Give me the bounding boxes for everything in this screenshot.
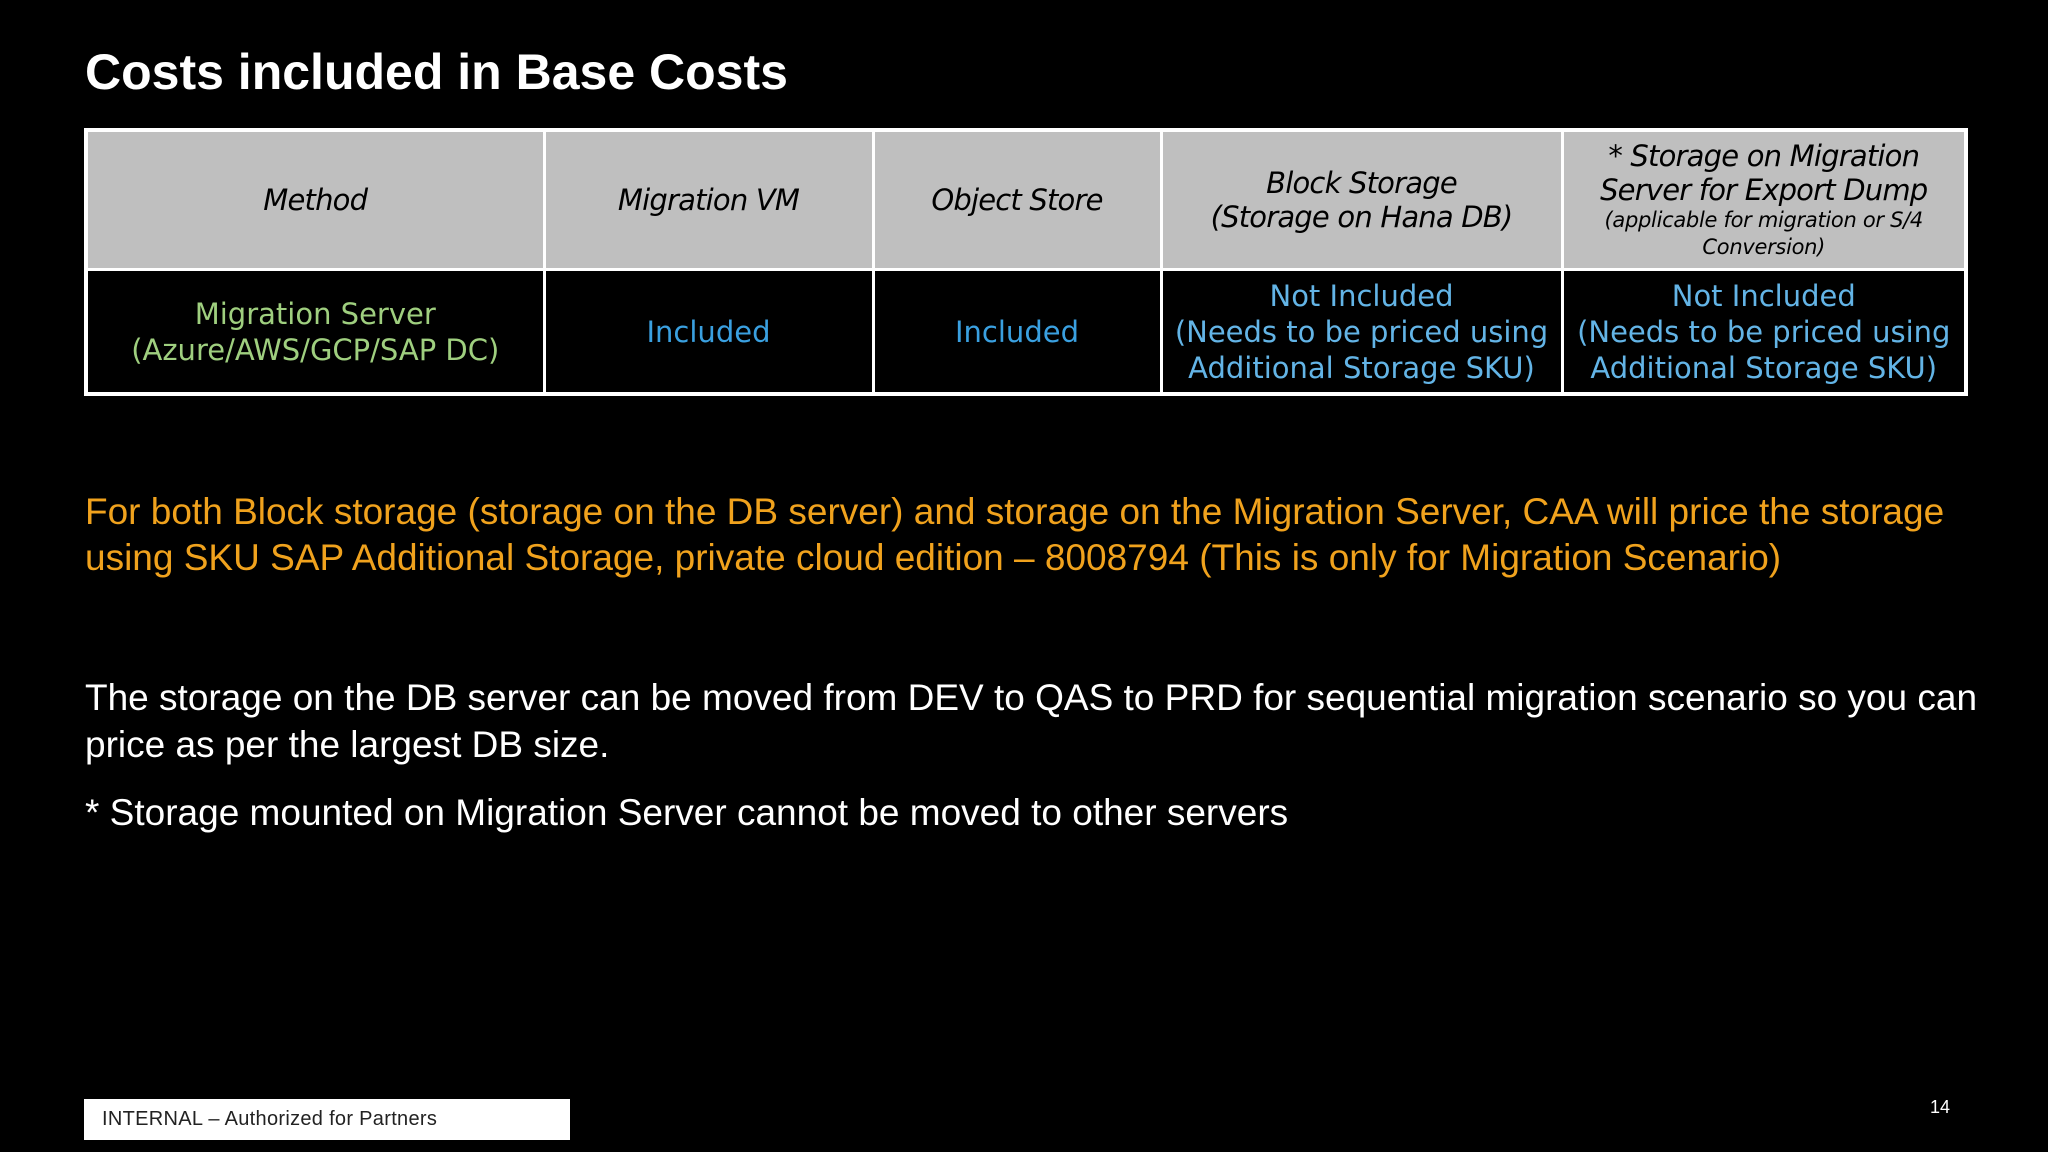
header-export-storage-note-line1: (applicable for migration or S/4: [1604, 208, 1923, 232]
header-method-label: Method: [263, 183, 368, 217]
cell-object-store: [873, 270, 1161, 395]
table-header-row: [86, 130, 1966, 270]
base-costs-table: [84, 128, 1968, 396]
pricing-note: For both Block storage (storage on the DB server) and storage on the Migration Server, CAA will price the storage using SKU SAP Additional Storage, private cloud edition – 8008794 (This is only for Migration Scenario): [85, 491, 1945, 578]
cell-method-line1: Migration Server: [194, 296, 436, 331]
cell-export-storage-line1: Not Included: [1671, 278, 1856, 313]
header-block-storage: [1161, 130, 1562, 270]
cell-method-line2: (Azure/AWS/GCP/SAP DC): [131, 332, 500, 367]
classification-label: INTERNAL – Authorized for Partners: [84, 1099, 570, 1140]
slide-title: Costs included in Base Costs: [85, 44, 788, 100]
cell-method: [86, 270, 544, 395]
header-export-storage-note-line2: Conversion): [1702, 235, 1826, 259]
cell-migration-vm-value: Included: [646, 314, 771, 349]
header-export-storage-line1: * Storage on Migration: [1608, 139, 1920, 173]
header-object-store-label: Object Store: [931, 183, 1103, 217]
cell-export-storage: [1562, 270, 1966, 395]
cell-export-storage-line2: (Needs to be priced using: [1577, 314, 1951, 349]
page-number: 14: [1930, 1097, 1951, 1117]
table-row: [86, 270, 1966, 395]
cell-block-storage-line2: (Needs to be priced using: [1174, 314, 1549, 349]
cell-block-storage: [1161, 270, 1562, 395]
header-export-storage-line2: Server for Export Dump: [1600, 173, 1928, 207]
header-method: [86, 130, 544, 270]
header-migration-vm-label: Migration VM: [617, 183, 800, 217]
cell-object-store-value: Included: [955, 314, 1079, 349]
header-block-storage-line1: Block Storage: [1266, 166, 1457, 200]
header-object-store: [873, 130, 1161, 270]
cell-block-storage-line3: Additional Storage SKU): [1188, 350, 1535, 385]
db-storage-note: The storage on the DB server can be moved from DEV to QAS to PRD for sequential migration scenario so you can price as per the largest DB size.: [85, 677, 1978, 765]
cell-migration-vm: [544, 270, 873, 395]
cell-block-storage-line1: Not Included: [1269, 278, 1454, 313]
cell-export-storage-line3: Additional Storage SKU): [1590, 350, 1938, 385]
header-export-storage: [1562, 130, 1966, 270]
header-block-storage-line2: (Storage on Hana DB): [1210, 200, 1513, 234]
migration-storage-note: * Storage mounted on Migration Server cannot be moved to other servers: [85, 792, 1289, 833]
header-migration-vm: [544, 130, 873, 270]
